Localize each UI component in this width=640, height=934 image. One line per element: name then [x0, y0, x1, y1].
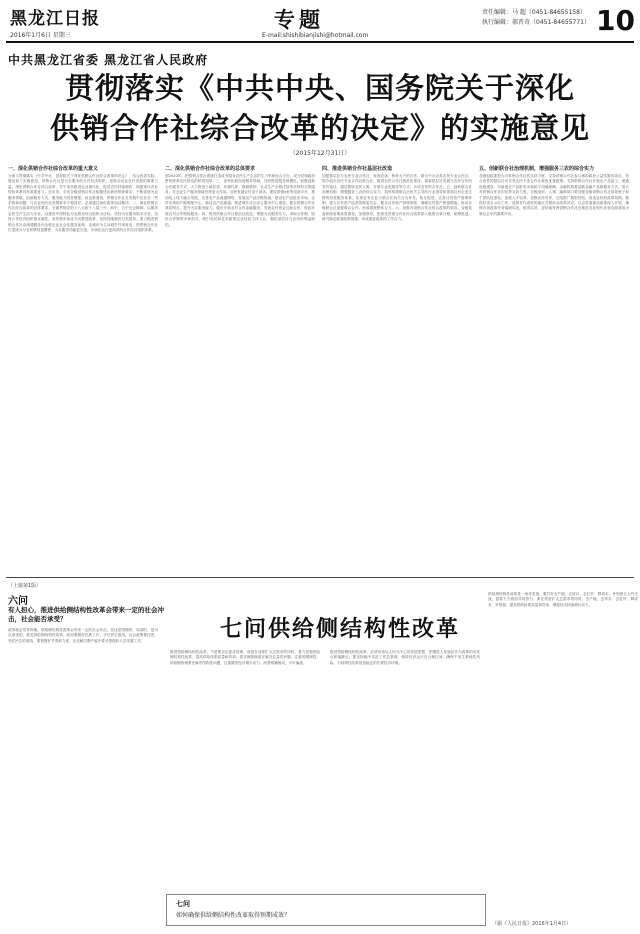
headline-line-2: 供销合作社综合改革的决定》的实施意见 — [49, 111, 590, 145]
column-text: 各级财政要加大对供销合作社的支持力度，支持供销合作社参与承担政府公益性服务项目，符合条件的基层社可享受农民专业合作社税收优惠政策。支持供销合作社开展农产品加工、流通设施建设，对新建农产品批发市场给予用地保障。金融机构要创新金融产品和服务方式，加大对供销合作社的信贷支持力度。各级组织、人事、编制部门要加强各级供销合作社领导班子和干部队伍建设，加强人才培养。加强宣传引导，总结推广典型经验，营造良好的改革氛围。要抓好试点示范工作，选择有代表性的地区开展综合改革试点，以点带面推动改革深入开展，确保各项改革任务落到实处，取得实效，更好地发挥供销合作社在推进农业现代化和全面建成小康社会中的重要作用。 — [479, 174, 629, 216]
issue-date: 2016年1月6日 星期三 — [10, 32, 71, 39]
column-text: 推进供给侧结构性改革，不是要否定需求管理，而是在适度扩大总需求的同时，着力加强供给侧结构性改革，提高供给体系质量和效率。需求侧管理重在解决总量性问题，注重短期调控，供给侧管理重在解决结构性问题，注重激发经济增长动力。两者相辅相成，不可偏废。 — [170, 650, 320, 665]
column-text: 到2020年，把供销合作社系统打造成为服务农民生产生活的生力军和综合平台，成为党和政府密切联系农民群众的桥梁纽带。三、加快拓展经营服务领域，加快推进服务规模化。积极创新为农服务方式，大力推进土地托管、代耕代种、联耕联种、农业生产全程托管等多种形式的服务，在农业生产服务领域发挥更大作用。加快发展农村电子商务，建设供销e家等电商平台，推动线上线下融合发展，完善农产品流通网络，发展农产品冷链物流，建设农产品批发市场、农贸市场和产地集配中心，搞活农产品流通。推进城乡社区综合服务中心建设，健全供销合作社基层网点，提升为农服务能力。稳步开展农村合作金融服务，发展农村资金互助合作，规范开展农村合作保险服务。四、推进供销合作社基层社改造，增强为农服务实力。采取合作制、股份合作制等多种形式，吸引农民和各类新型农业经营主体入社，强化基层社与农民的利益联结。 — [165, 174, 315, 227]
bottom-column-3 — [330, 650, 480, 888]
bottom-deck: 有人担心，推进供给侧结构性改革会带来一定的社会冲击，社会能否承受？ — [8, 606, 164, 623]
bottom-headline: 七问供给侧结构性改革 — [219, 617, 460, 642]
question-box-text: 如何确保供给侧结构性改革取得预期成效？ — [176, 912, 291, 919]
question-box-title: 七问 — [176, 900, 190, 908]
designer-line: 执行编辑：郝晋奇（0451-84655771） — [482, 19, 590, 26]
article-column-1 — [8, 162, 158, 572]
section-email: E-mail:shishibianjishi@hotmail.com — [262, 32, 369, 39]
bottom-subtitle: 六问 — [8, 596, 28, 607]
paper-name: 黑龙江日报 — [10, 9, 100, 29]
section-title: 专题 — [274, 8, 324, 32]
bottom-column-4 — [488, 592, 638, 914]
continued-kicker: （上接第1版） — [8, 583, 42, 589]
main-headline — [40, 68, 600, 148]
column-subhead: 五、创新联合社治理机制，增强服务三农的综合实力 — [479, 166, 595, 172]
headline-line-1: 贯彻落实《中共中央、国务院关于深化 — [64, 71, 575, 105]
column-text: 供给侧结构性改革是一场攻坚战，要打好去产能、去库存、去杠杆、降成本、补短板五大歼灭战，需要方方面面共同努力。要在适度扩大总需求的同时，去产能、去库存、去杠杆、降成本、补短板，提高供给体系质量和效率，增强经济持续增长动力。 — [488, 592, 638, 607]
headline-date: （2015年12月31日） — [289, 150, 351, 157]
column-text: 加强基层社与农民专业合作社、家庭农场、种养大户的合作，联合兴办各类农民专业合作社，领办创办农民专业合作社联合社，推进农民合作社规范化建设。探索基层社发展与农民合作的有效途径，通过吸收农民入股、开展专业化服务等方式，办成农民的合作社。五、创新联合社治理机制，增强服务三农的综合实力。加快构建联合社机关主导的行业指导体系和社有企业支撑的经营服务体系，实现社有企业与联合社机关互为补充、相互促进。完善社有资产管理体制，建立社有资产监督管理委员会，健全社有资产管理制度，确保社有资产保值增值。推动各级联合社加强联合合作，形成系统整体合力。六、加强对供销合作社综合改革的领导。各级党委和政府要高度重视，加强领导，把深化供销合作社综合改革纳入重要议事日程，统筹推进。研究制定配套政策措施，形成推进改革的工作合力。 — [322, 174, 472, 222]
masthead-rule — [6, 41, 634, 43]
bottom-column-1 — [8, 628, 158, 890]
column-text: 推进供给侧结构性改革，必须坚持以人民为中心的发展思想，把增进人民福祉作为改革的出发点和落脚点。要坚持稳中求进工作总基调，保持经济运行在合理区间，确保不发生系统性风险，为结构性改革营造稳定的宏观经济环境。 — [330, 650, 480, 665]
masthead — [6, 2, 634, 42]
article-column-2 — [165, 162, 315, 572]
column-subhead: 四、推进供销合作社基层社改造 — [322, 166, 393, 172]
column-text: 为深入贯彻落实《中共中央、国务院关于深化供销合作社综合改革的决定》，结合我省实际，提出如下实施意见。供销合作社是为农服务的合作经济组织，是推动农业农村发展的重要力量。深化供销合作社综合改革，对于加快推进农业现代化、促进农民持续增收、构建现代农业经营体系具有重要意义。近年来，全省各级供销合作社积极适应新形势新要求，不断拓展为农服务领域，创新服务方式，服务能力明显增强。但也要看到，供销合作社在发展中还存在一些矛盾和问题，与农业现代化发展要求不相适应，必须通过深化改革加以解决。二、深化供销合作社综合改革的总体要求。全面贯彻党的十八大和十八届三中、四中、五中全会精神，以服务农民生产生活为宗旨，以建设中国特色为农服务综合组织为目标，坚持为农服务根本宗旨，坚持合作经济组织基本属性，坚持按市场化方向推进改革，坚持因地制宜分类指导，着力推进供销合作社由流通服务向全程农业社会化服务延伸，由城市为主向城乡并举转变，把供销合作社打造成为与农民联结更紧密、为农服务功能更完备、市场化运行更高效的合作经济组织体系。 — [8, 174, 158, 233]
section-divider — [6, 577, 634, 578]
column-text: 改革就必然有阵痛。供给侧结构性改革会带来一定的社会冲击，但这是短期的、局部的，是可以承受的。推进供给侧结构性改革，政府要做好托底工作，守住民生底线，社会政策要托底，兜住民生的底线，要把握好节奏和力度，在化解过剩产能中要妥善做好人员安置工作。 — [8, 628, 158, 643]
column-subhead: 一、深化供销合作社综合改革的重大意义 — [8, 166, 99, 172]
article-column-4 — [479, 162, 629, 572]
editor-line: 责任编辑：马 超（0451-84655158） — [482, 9, 586, 16]
article-column-3 — [322, 162, 472, 572]
editor-credits — [482, 8, 590, 28]
page-number: 10 — [596, 4, 635, 37]
bottom-column-2 — [170, 650, 320, 888]
column-subhead: 二、深化供销合作社综合改革的总体要求 — [165, 166, 256, 172]
issuer-line: 中共黑龙江省委 黑龙江省人民政府 — [8, 53, 209, 67]
source-credit: （据《人民日报》2016年1月4日） — [492, 921, 572, 927]
